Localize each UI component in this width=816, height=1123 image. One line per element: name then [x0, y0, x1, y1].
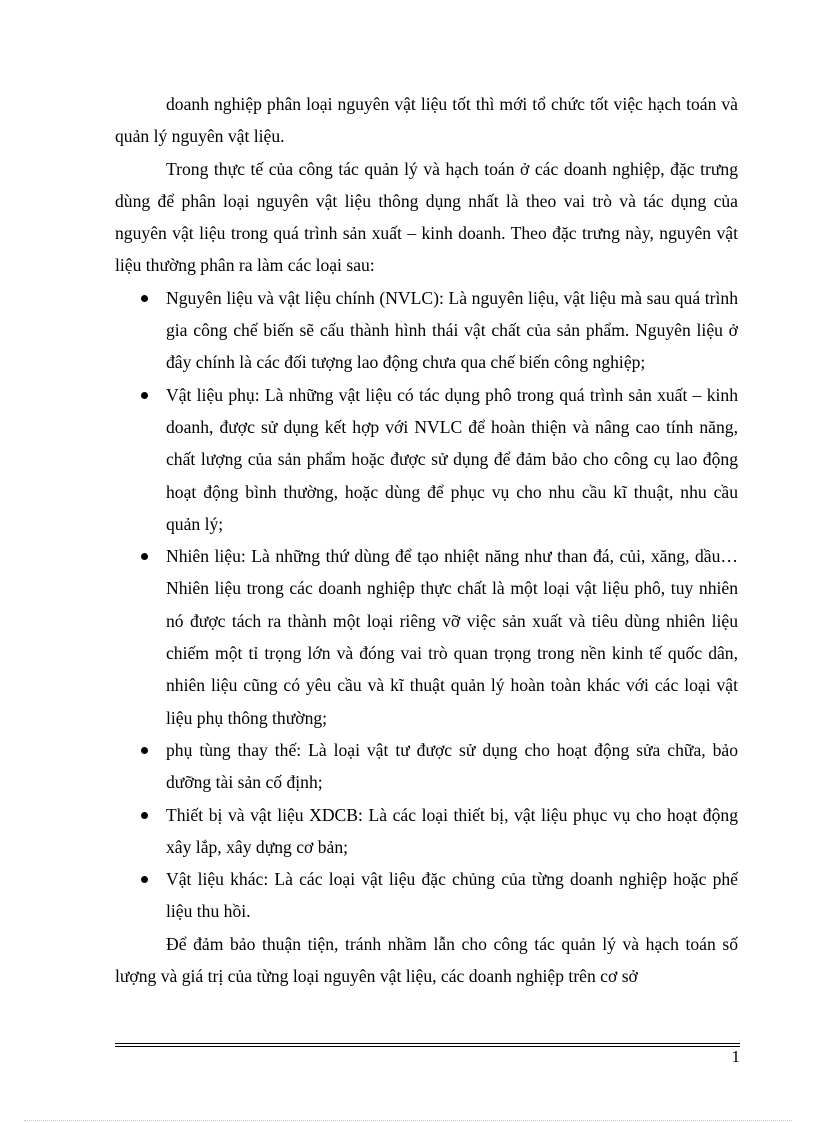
material-types-list: [115, 282, 738, 928]
list-item-text: phụ tùng thay thế: Là loại vật tư được sử dụng cho hoạt động sửa chữa, bảo dưỡng tài sản cố định;: [166, 739, 738, 793]
bullet-icon: [141, 392, 148, 399]
footer-divider: [115, 1046, 740, 1047]
list-item-text: Nguyên liệu và vật liệu chính (NVLC): Là nguyên liệu, vật liệu mà sau quá trình gia công chế biến sẽ cấu thành hình thái vật chất của sản phẩm. Nguyên liệu ở đây chính là các đối tượng lao động chưa qua chế biến công nghiệp;: [166, 287, 738, 373]
page-edge-divider: [24, 1120, 792, 1121]
page-body: [115, 88, 738, 992]
paragraph-classification: Trong thực tế của công tác quản lý và hạch toán ở các doanh nghiệp, đặc trưng dùng để phân loại nguyên vật liệu thông dụng nhất là theo vai trò và tác dụng của nguyên vật liệu trong quá trình sản xuất – kinh doanh. Theo đặc trưng này, nguyên vật liệu thường phân ra làm các loại sau:: [115, 158, 738, 276]
bullet-icon: [141, 876, 148, 883]
list-item-text: Thiết bị và vật liệu XDCB: Là các loại thiết bị, vật liệu phục vụ cho hoạt động xây lắp, xây dựng cơ bản;: [166, 804, 738, 857]
list-item: [115, 540, 738, 734]
list-item: [115, 734, 738, 799]
footer-divider: [115, 1043, 740, 1044]
bullet-icon: [141, 295, 148, 302]
bullet-icon: [141, 812, 148, 819]
page-number: 1: [731, 1047, 740, 1066]
list-item: [115, 282, 738, 379]
list-item-text: Vật liệu phụ: Là những vật liệu có tác dụng phô trong quá trình sản xuất – kinh doanh, được sử dụng kết hợp với NVLC để hoàn thiện và nâng cao tính năng, chất lượng của sản phẩm hoặc được sử dụng để đảm bảo cho công cụ lao động hoạt động bình thường, hoặc dùng để phục vụ cho nhu cầu kĩ thuật, nhu cầu quản lý;: [166, 384, 738, 534]
paragraph-closing: Để đảm bảo thuận tiện, tránh nhầm lẫn cho công tác quản lý và hạch toán số lượng và giá trị của từng loại nguyên vật liệu, các doanh nghiệp trên cơ sở: [115, 933, 738, 987]
bullet-icon: [141, 747, 148, 754]
list-item: [115, 379, 738, 540]
bullet-icon: [141, 553, 148, 560]
list-item-text: Vật liệu khác: Là các loại vật liệu đặc chủng của từng doanh nghiệp hoặc phế liệu thu hồi.: [166, 869, 738, 922]
list-item: [115, 799, 738, 864]
list-item-text: Nhiên liệu: Là những thứ dùng để tạo nhiệt năng như than đá, củi, xăng, dầu… Nhiên liệu trong các doanh nghiệp thực chất là một loại vật liệu phô, tuy nhiên nó được tách ra thành một loại riêng vỡ việc sản xuất và tiêu dùng nhiên liệu chiếm một tỉ trọng lớn và đóng vai trò quan trọng trong nền kinh tế quốc dân, nhiên liệu cũng có yêu cầu và kĩ thuật quản lý hoàn toàn khác với các loại vật liệu phụ thông thường;: [166, 546, 738, 728]
list-item: [115, 863, 738, 928]
paragraph-intro-continued: doanh nghiệp phân loại nguyên vật liệu tốt thì mới tổ chức tốt việc hạch toán và quản lý nguyên vật liệu.: [115, 94, 738, 147]
